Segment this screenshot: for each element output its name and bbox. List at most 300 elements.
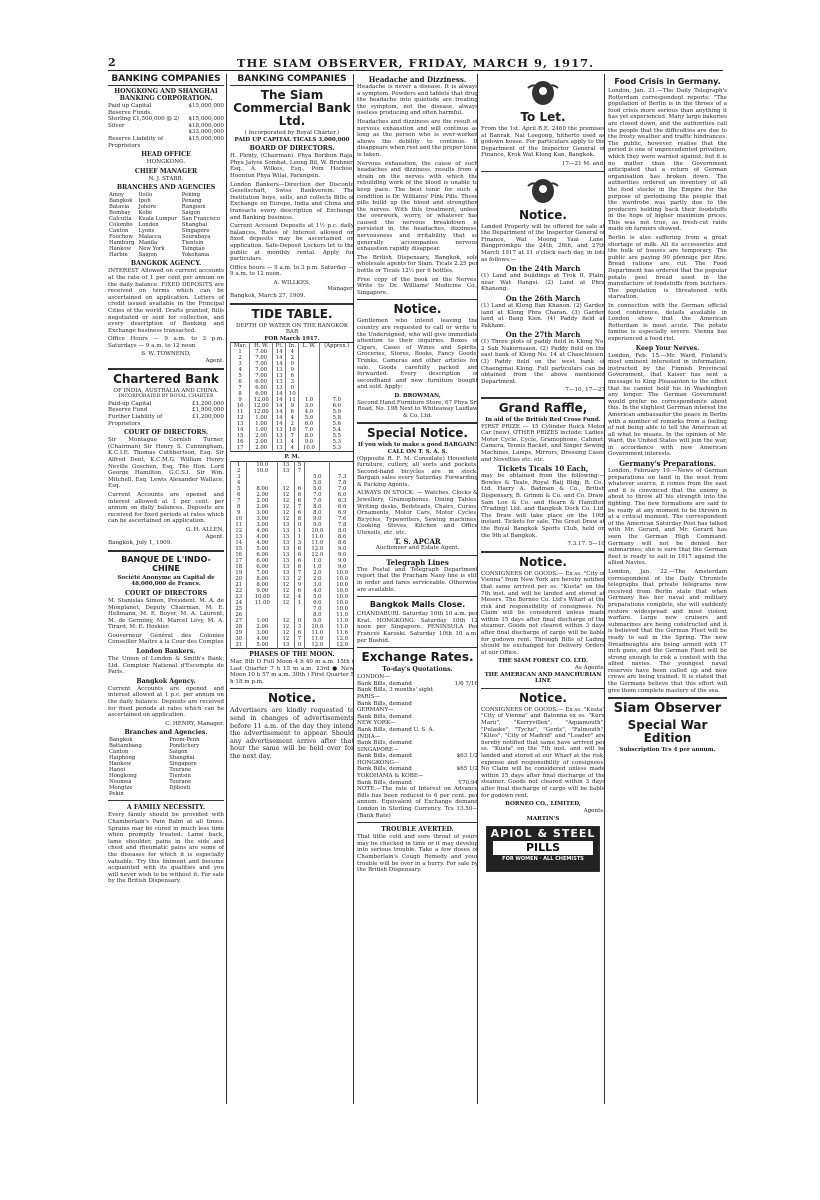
tide-row-cell: 5 [231, 486, 247, 492]
tide-row-cell: 3 [231, 474, 247, 480]
tide-row-cell: 5.3 [319, 439, 354, 445]
tide-row-cell: 25 [231, 606, 247, 612]
moon-text: Mar. 8th O Full Moon 4 h 40 m a.m. 15th ( Last Quarter 7 h 15 m a.m. 23rd ● New Moon 10 h 57 m a.m. 30th ) First Quarter 5 h 18 m p.m. [230, 659, 354, 685]
tide-row-cell: 13 [231, 421, 250, 427]
branch-row-cell: Saigon [138, 252, 158, 259]
tide-row-cell: 12.00 [250, 409, 273, 415]
branch-row-cell: Calcutta [109, 216, 132, 223]
divider [108, 368, 224, 370]
tide-row-cell: 6 [294, 558, 305, 564]
bangkok-agency-text: INTEREST Allowed on current accounts at the rate of 1 per cent per annum on the daily balance. FIXED DEPOSITS are received on terms which can be ascertained on application. Letters of credit issued available in the Principal Cities of the world. Drafts granted, Bills negotiated or sent for collection, and every description of Banking and Exchange business transacted. [108, 268, 224, 334]
tide-row-cell: 4 [286, 415, 299, 421]
tide-row-cell: 9.00 [247, 588, 278, 594]
divider [357, 822, 478, 823]
tide-row-cell: 9.0 [330, 558, 354, 564]
tide-row-cell: 6.00 [250, 391, 273, 397]
tide-row-cell: 3 [286, 379, 299, 385]
branch-row-cell: Bangkok [109, 737, 133, 744]
on-24th-heading: On the 24th March [505, 264, 581, 274]
tide-row-cell: 12 [278, 624, 294, 630]
column-4 [477, 74, 605, 1104]
branch-row-cell: Noumea [109, 779, 132, 786]
tide-row-cell: 7.0 [319, 397, 354, 403]
court-heading: COURT OF DIRECTORS. [123, 429, 209, 437]
divider [357, 555, 478, 556]
tide-row-cell: 1.00 [250, 415, 273, 421]
tide-row-cell: 9 [286, 403, 299, 409]
tide-row-cell: 12 [231, 528, 247, 534]
tide-row-cell: 4 [231, 367, 250, 373]
tide-row-cell: 22 [231, 588, 247, 594]
headache-p5: Free copy of the book on the Nerves. Write to Dr. Williams' Medicine Co., Singapore. [357, 276, 478, 296]
chartered-bank-subtitle: OF INDIA, AUSTRALIA AND CHINA. [113, 387, 219, 394]
martin-pills: PILLS [493, 841, 593, 855]
notice1-name: D. BROWMAN, [394, 392, 441, 399]
divider [357, 422, 478, 424]
office-hours: Office hours — 9 a.m. to 3 p.m. Saturday — 9 a.m. to 12 noon. [230, 264, 354, 278]
exchange-row [357, 687, 478, 694]
tolet-title: To Let. [520, 110, 566, 124]
tide-row-cell: 0 [294, 522, 305, 528]
capital-row-label: Paid-up Capital [108, 400, 152, 407]
special-notice-name: T. S. APCAR [394, 536, 441, 546]
tide-row-cell: 18 [231, 564, 247, 570]
tide-row-cell: 1 [294, 600, 305, 606]
exchange-row-label: Bank Bills, demand [357, 680, 412, 687]
germany-prep-title: Germany's Preparations. [619, 459, 716, 469]
tide-row-cell: 2 [294, 576, 305, 582]
tide-row-cell: 14 [231, 540, 247, 546]
on-24th-text: (1) Land and buildings at Trok II. Plain, near Wat Hangsi. (2) Land at Phra Khanong. [481, 273, 605, 293]
tide-row-cell: 13 [273, 385, 286, 391]
tide-row-cell: 12 [231, 415, 250, 421]
branch-row [108, 252, 224, 258]
tide-row-cell: 11.0 [305, 636, 330, 642]
tide-row-cell: 12 [278, 600, 294, 606]
special-notice-text: (Opposite R. F. M. Consulate) Household furniture, cutlery, all sorts and pockets. Second-hand bicycles are in stock. Bargain sales every Saturday. Forwarding & Packing Agents. [357, 455, 478, 488]
tide-row-cell: 10.0 [330, 600, 354, 606]
exchange-row [357, 740, 478, 747]
branch-row-cell: Hankow [109, 246, 132, 253]
tide-row-cell: 10.0 [330, 576, 354, 582]
tide-row-cell: 30 [231, 636, 247, 642]
land-notice-title: Notice. [519, 207, 567, 222]
tide-row-cell: 5.8 [319, 415, 354, 421]
divider [230, 303, 354, 305]
tide-row-cell: 8.0 [330, 528, 354, 534]
tide-row-cell: 6 [294, 486, 305, 492]
consignees-notice-title: Notice. [519, 554, 567, 569]
raffle-text: FIRST PRIZE — 15 Cylinder Buick Motor Car (new). OTHER PRIZES include: Ladies' Motor Cycle, Cycle, Gramophone, Cabinet, Camera, Tennis Racket, and Singer Sewing Machines, Lamps, Mirrors, Dressing Cases and Novelties etc. etc. [481, 423, 605, 463]
tide-row-cell: 10 [286, 427, 299, 433]
branch-row-cell: Johore [138, 204, 157, 211]
branch-row-cell: Saigon [181, 210, 201, 217]
siam-observer-ad-title: Siam Observer [613, 701, 722, 717]
tide-row-cell: 8.0 [305, 504, 330, 510]
tide-row-cell: 12.00 [250, 403, 273, 409]
tide-month: FOR March 1917. [264, 335, 320, 342]
tide-row-cell: 7 [231, 498, 247, 504]
agent-name: S. W. TOWNEND, [141, 351, 191, 358]
chartered-date: Bangkok, July 1, 1909. [108, 540, 173, 547]
borneo-notice-text: CONSIGNEES OF GOODS:— Ex ss. "Kusta" "City of Vienna" and Batonna ex ss. "Kuru Maru", "Kerryvillen", "Aquamouth", "Pulaske", "Tyche", "Gents", "Falmouth", "Kites", "City of Madrid" and "Loader" are hereby notified that same have arrived per ss. "Kusta" on the 7th inst. and will be landed and stored at our Wharf at the risk, expense and responsibility of consignees. No Claim will be considered unless made within 15 days after final discharge of the steamer. Goods not cleared within 3 days after final discharge of cargo will be liable for godown rent. [481, 706, 605, 799]
tide-row-cell: 12 [278, 636, 294, 642]
trouble-title: TROUBLE AVERTED. [381, 826, 454, 834]
tide-row-cell: 3.0 [305, 582, 330, 588]
tide-row-cell: 5.4 [319, 427, 354, 433]
consignees-notice-label: As Agents. [574, 665, 605, 672]
indochine-title: BANQUE DE L'INDO-CHINE [121, 554, 211, 573]
branch-row-cell: Shanghai [169, 755, 195, 762]
exchange-title: Exchange Rates. [361, 650, 474, 665]
divider [481, 551, 605, 553]
tide-row-cell: 9.0 [299, 439, 319, 445]
tide-row-cell: 13 [273, 427, 286, 433]
tide-row-cell: 0 [294, 618, 305, 624]
exchange-row [357, 701, 478, 708]
tide-row-cell: 12 [278, 630, 294, 636]
capital-row-label: Silver [108, 122, 125, 129]
tide-header-cell: (Approx.) [319, 343, 354, 350]
branch-row-cell: Singapore [181, 228, 210, 235]
branch-row-cell: Pondichery [169, 743, 200, 750]
siam-bank-title: The Siam Commercial Bank Ltd. [233, 88, 351, 128]
tide-header-cell: L. W. [299, 343, 319, 350]
tide-row-cell: 13 [273, 379, 286, 385]
tide-row-cell: 8.00 [247, 486, 278, 492]
tide-row-cell: 10.0 [330, 594, 354, 600]
branch-row-cell: Hanoi [109, 767, 126, 774]
tide-row-cell: 7 [294, 636, 305, 642]
tide-row-cell: 7.6 [330, 516, 354, 522]
martin-sub: FOR WOMEN · ALL CHEMISTS [502, 855, 584, 862]
branch-row-cell: Kobe [138, 210, 153, 217]
branch-row-cell: New York [138, 246, 165, 253]
manager-label: Manager. [327, 286, 354, 293]
tide-row-cell: 10 [286, 391, 299, 397]
tide-row-cell: 14 [273, 409, 286, 415]
capital-row-label: Further Liability of Proprietors [108, 414, 163, 427]
crest-icon [526, 78, 560, 108]
tide-row-cell: 6.00 [247, 564, 278, 570]
capital-row [108, 129, 224, 136]
special-notice-call: CALL ON T. S. A. S. [387, 448, 448, 455]
exchange-row-label: YOKOHAMA & KOBE— [357, 773, 424, 780]
tide-row-cell: 13 [278, 468, 294, 474]
tide-row-cell: 7 [231, 385, 250, 391]
telegraph-title: Telegraph Lines [386, 557, 449, 567]
siam-bank-capital: PAID UP CAPITAL TICALS 3,000,000 [234, 136, 350, 143]
branch-row-cell: Shanghai [181, 222, 208, 229]
tide-header-cell: Ft. [273, 343, 286, 350]
moon-heading: PHASES OF THE MOON. [249, 651, 335, 659]
page-number: 2 [108, 56, 116, 69]
siam-observer-ad-subtitle: Special War Edition [627, 718, 708, 746]
headache-p3: Nervous exhaustion, the cause of such headaches and dizziness, results from a strain on the nerves with which the rebuilding work of the blood is unable to keep pace. The best tonic for such a condition is Dr. Williams' Pink Pills. These pills build up the blood and strengthen the nerves. With this treatment, unless the overwork, worry, or whatever has caused the nervous breakdown is persisted in, the headaches, dizziness, nervousness and irritability that so generally accompanies nervous exhaustion rapidly disappear. [357, 160, 478, 253]
tide-row-cell: 8 [231, 504, 247, 510]
tide-row-cell: 17 [231, 558, 247, 564]
capital-row-label: Sterling £1,500,000 @ 2/ [108, 116, 180, 123]
tide-row-cell: 13 [278, 528, 294, 534]
tide-row-cell: 1 [294, 528, 305, 534]
tide-row-cell: 8 [231, 391, 250, 397]
exchange-row [357, 674, 478, 681]
tide-row-cell: 7.3 [330, 474, 354, 480]
tide-row-cell: 13 [278, 564, 294, 570]
tide-row-cell: 4 [231, 480, 247, 486]
tide-row-cell: 4.00 [247, 528, 278, 534]
tide-row-cell: 13 [278, 576, 294, 582]
tide-row-cell: 4.00 [247, 540, 278, 546]
tide-row-cell: 11 [231, 409, 250, 415]
tide-row-cell: 0 [286, 385, 299, 391]
tide-row-cell: 5.3 [319, 445, 354, 452]
exchange-row [357, 760, 478, 767]
tide-row-cell: 9 [294, 582, 305, 588]
tide-row-cell: 6 [294, 630, 305, 636]
tide-row-cell: 13 [278, 546, 294, 552]
exchange-row [357, 707, 478, 714]
tide-row-cell: 14 [273, 391, 286, 397]
branch-row-cell: Harbin [109, 252, 128, 259]
divider [608, 697, 727, 699]
london-text: London Bankers—Direction der Disconto Gesellschaft, Swiss Bankverein. The Institution buys, sells, and collects Bills of Exchange on Europe, India and China and transacts every description of Exchange and Banking business. [230, 181, 354, 221]
tide-row-cell: 4.00 [247, 636, 278, 642]
tide-row-cell: 2.00 [247, 504, 278, 510]
consignees-notice-line: THE AMERICAN AND MANCHURIAN LINE [484, 671, 602, 685]
tide-row-cell: 2 [286, 355, 299, 361]
divider [481, 688, 605, 689]
branch-row-cell: Canton [109, 749, 129, 756]
tide-header-cell: Mar. [231, 343, 250, 350]
exchange-row-value: 1/6 7/16 [454, 680, 478, 687]
tide-row-cell: 17 [231, 445, 250, 452]
tide-row-cell: 5.00 [247, 546, 278, 552]
tide-row-cell: 1.00 [250, 427, 273, 433]
martin-product: APIOL & STEEL [490, 826, 596, 840]
branch-row-cell: Tourane [169, 779, 192, 786]
london-bankers-text: The Union of London & Smith's Bank, Ltd. Comptoir National d'Escompte de Paris. [108, 656, 224, 676]
tide-row-cell: 11.0 [330, 612, 354, 618]
tide-row-cell: 6.0 [319, 403, 354, 409]
branch-row-cell: Tientsin [181, 240, 204, 247]
exchange-row-label: PARIS— [357, 693, 381, 700]
tide-row-cell: 10 [231, 403, 250, 409]
tide-row-cell: 5.6 [319, 421, 354, 427]
tide-row-cell: 8.6 [330, 540, 354, 546]
tide-row-cell: 5.0 [299, 415, 319, 421]
tide-row-cell: 11.6 [330, 630, 354, 636]
tide-row-cell: 4 [286, 445, 299, 452]
capital-row-value: $15,000,000 [188, 116, 224, 123]
divider [481, 171, 605, 172]
keep-nerves-title: Keep Your Nerves. [635, 344, 700, 352]
branch-row-cell: Yokohama [181, 252, 210, 259]
tide-row-cell: 12 [278, 588, 294, 594]
headache-p2: Headaches and dizziness are the result of nervous exhaustion and will continue as long as the person who is over-worked allows the debility to continue. It disappears when rest and the proper tonic is taken. [357, 118, 478, 158]
on-27th-heading: On the 27th March [505, 330, 581, 340]
tide-row-cell: 6 [294, 588, 305, 594]
capital-row [108, 401, 224, 408]
tide-row-cell: 3 [294, 624, 305, 630]
tide-row-cell: 28 [231, 624, 247, 630]
tide-row-cell: 2.00 [247, 624, 278, 630]
family-title: A FAMILY NECESSITY. [126, 804, 206, 812]
tide-row-cell: 13 [231, 534, 247, 540]
capital-row-label: Reserve Funds. [108, 109, 152, 116]
branch-row-cell: Pekin [109, 791, 124, 798]
notice1-title: Notice. [393, 302, 442, 317]
capital-row-label: Reserve Fund [108, 407, 148, 414]
tide-row-cell: 15 [231, 546, 247, 552]
mails-text: CHANDABURI. Saturday 10th 10 a.m. per Krat. HONGKONG. Saturday 10th 12 noon per Singapore. PENINSULA Per Frances Karoski. Saturday 10th 10 a.m. per Bushid. [357, 611, 478, 644]
tide-row-cell: 12 [278, 516, 294, 522]
tide-row-cell: 7.0 [305, 492, 330, 498]
notice1-text: Gentlemen who intend leaving the country are requested to call or write to the Undersigned, who will give immediate attention to their inquiries. Boxes of Cigars, Cases of Wines and Spirits, Groceries, Stores, Books, Fancy Goods, Trunks, Cameras and other articles for sale. Goods carefully packed and forwarded. Every description of secondhand and new furniture bought and sold. Apply: [357, 318, 478, 391]
trouble-text: That little cold and sore throat of yours may be checked in time or it may develop into serious trouble. Take a few doses of Chamberlain's Cough Remedy and your trouble will be over in a hurry. For sale by the British Dispensary. [357, 834, 478, 874]
capital-row-value: $15,000,000 [188, 103, 224, 109]
exchange-row [357, 734, 478, 741]
tide-row-cell: 2.00 [250, 445, 273, 452]
martin-pills-ad [486, 826, 600, 872]
tide-row-cell: 1.0 [305, 558, 330, 564]
exchange-row [357, 753, 478, 760]
indochine-note: Gouverneur Général des Colonies Conseiller Maître à la Cour des Comptes [108, 632, 224, 646]
tide-row-cell: 21 [231, 582, 247, 588]
bangkok-agency2-heading: Bangkok Agency. [136, 677, 196, 685]
divider [108, 800, 224, 801]
exchange-row [357, 681, 478, 688]
branch-row-cell: Rangoon [181, 204, 206, 211]
branch-row [108, 791, 224, 797]
tide-row-cell: 7.00 [250, 373, 273, 379]
tide-row-cell: 7.00 [247, 570, 278, 576]
borneo-notice-label: Agents. [583, 807, 605, 814]
branch-row-cell: Ipoh [138, 198, 151, 205]
tide-row-cell: 3.0 [299, 403, 319, 409]
headache-p1: Headache is never a disease. It is always a symptom. Powders and tablets that drug the headache into quietude are treating the symptom, not the disease, always useless producing and often harmful. [357, 84, 478, 117]
tide-row-cell: 31 [231, 642, 247, 649]
tide-row-cell: 13 [278, 642, 294, 649]
tide-header-cell: In. [286, 343, 299, 350]
exchange-row-value: $65 1/2 [456, 766, 478, 773]
tide-row-cell: 6 [231, 492, 247, 498]
tide-row-cell: 6 [294, 498, 305, 504]
advertiser-notice-text: Advertisers are kindly requested to send in changes of advertisements before 11 a.m. of the day they intend the advertisement to appear. Should any advertisement arrive after that hour the same will be held over for the next day. [230, 706, 354, 760]
tide-row-cell: 2.0 [305, 570, 330, 576]
tide-row-cell: 13 [273, 373, 286, 379]
food-crisis-title: Food Crisis in Germany. [614, 77, 721, 86]
capital-row [108, 123, 224, 130]
tide-row-cell: 11.0 [305, 534, 330, 540]
tide-row-cell: 27 [231, 618, 247, 624]
branch-row-cell: Haiphong [109, 755, 136, 762]
capital-row [108, 407, 224, 414]
tide-row-cell: 9.0 [330, 564, 354, 570]
tide-row-cell: 7.8 [330, 480, 354, 486]
tide-row-cell: 5 [231, 373, 250, 379]
branches-table [108, 192, 224, 258]
keep-nerves-text: London, Feb. 15.—Mr. Ward, Finland's most eminent interested in information, instructed by the Finnish Provincial Government, that Kaiser has sent a message to King Pleasanton to the effect that he cannot hold his in Washington any longer. The German Government would prefer no correspondence about this. In the slightest Gerrman interest the American ambassador the peace in Berlin with a number of remarks from a feeling of not being able to tell the American at all what he means. In the opinion of Mr. Ward, the United States will join the war, in accordance with new American Government interests. [608, 352, 727, 458]
branch-row-cell: Batavia [109, 204, 130, 211]
tide-row-cell: 14 [273, 421, 286, 427]
land-notice-text: Landed Property will be offered for sale at the Department of the Inspector General of Finance, Wat Moong Yaai Lane, Bangpromkpu the 24th, 26th, and 27th March 1917 at 11 o'clock each day, in lots as follows:— [481, 223, 605, 263]
on-27th-text: (1) Three plots of paddy field in Klong No. 2 Sub Nakornsaen. (2) Paddy field on the east bank of Klong No. 14 at Chaschisuen. (3) Paddy field on the west bank of Chaengmai Klong. Full particulars can be obtained from the above mentioned Department. [481, 339, 605, 385]
branch-row-cell: Saigon [169, 749, 188, 756]
tide-row-cell: 13 [273, 445, 286, 452]
board-text: H. Plenty, (Chairman). Phya Boribun Raja, Phya Jaiyos Sombat, Leong Bil, W. Bruhner, Esq., A. Wilkes, Esq., Pom Hochoo, Hoontun Phya Wilai, Parangsin. [230, 153, 354, 179]
tide-row-cell: 10 [231, 516, 247, 522]
chartered-capital-list [108, 401, 224, 427]
tide-row-cell: 7.00 [250, 367, 273, 373]
tide-row-cell: 7 [294, 468, 305, 474]
tide-row-cell: 10.00 [247, 594, 278, 600]
branch-row-cell: Djibouti [169, 785, 191, 792]
on-26th-heading: On the 26th March [505, 293, 581, 303]
tide-row-cell: 14 [273, 361, 286, 367]
tide-row-cell: 29 [231, 630, 247, 636]
germany-prep-p2: London, Jan. 22.—The Amsterdam correspondent of the Daily Chronicle telegraphs that private telegrams now received from Berlin state that when Germany has her naval and military preparations complete, she will suddenly restore widespread and most violent warfare. Large new cruisers and submarines are being constructed and it is believed that the German Fleet will be ready to sail in the Spring. The new Dreadnoughts are being armed with 17 inch guns, and the German Fleet will be strong enough to risk a contest with the allied navies. The youngest naval reserves have been called up and new crews are being trained. It is stated that the Germans believe that this effort will give them complete mastery of the sea. [608, 568, 727, 694]
tide-row-cell: 11.0 [305, 630, 330, 636]
branch-row-cell: London [138, 222, 159, 229]
tide-row-cell: 1.0 [305, 564, 330, 570]
office-hours: Office Hours — 9 a.m. to 3 p.m. Saturdays — 9 a.m. to 12 noon [108, 336, 224, 349]
indochine-subtitle: Société Anonyme au Capital de 48,000,000 de Francs. [117, 574, 215, 588]
capital-row-value: $33,000,000 [188, 129, 224, 136]
notice1-address: Second Hand Furniture Store, 67 Phya Sri Road, No. 198 Next to Whiteaway Laidlaw & Co. Ltd. [357, 399, 478, 419]
divider [108, 550, 224, 552]
tide-row-cell: 6.00 [250, 379, 273, 385]
tide-row-cell: 9 [231, 510, 247, 516]
exchange-row-label: GERMANY— [357, 707, 394, 714]
exchange-row-value: Y70.94 [458, 779, 478, 786]
exchange-subtitle: To-day's Quotations. [382, 666, 453, 674]
branch-row-cell: Tourane [169, 767, 192, 774]
tide-table-pm [230, 461, 354, 649]
telegraph-text: The Postal and Telegraph Department report that the Pracham Nauy line is still in order and fares serviceable. Otherwise are available. [357, 566, 478, 593]
tide-row-cell: 2 [231, 468, 247, 474]
capital-row [108, 136, 224, 149]
tide-row-cell: 13 [278, 570, 294, 576]
tolet-text: From the 1st. April B.E. 2460 the premises at Banrak, Nai Loegong, hitherto used as godown house. For particulars apply to the Department of the Inspector General of Finance, Krok Wat Klong Kan, Bangkok. [481, 126, 605, 159]
tide-row-cell: 6.6 [330, 504, 354, 510]
tide-row-cell: 6.3 [330, 498, 354, 504]
exchange-row-label: LONDON— [357, 674, 390, 681]
tide-row-cell: 5.00 [247, 642, 278, 649]
tide-row-cell: 1 [231, 462, 247, 469]
tide-row-cell: 6 [286, 373, 299, 379]
special-notice-stock: ALWAYS IN STOCK: — Watches, Clocks & Jewellery, Gramophones, Dining Tables, Writing desks, Bedsteads, Chairs, Curios, Ornaments, Motor Cars, Motor Cycles, Bicycles, Typewriters, Sewing machines, Cooking Stoves, Kitchen and Office Utensils, etc. etc. [357, 490, 478, 537]
branch-row-cell: Kuala Lumpur [138, 216, 177, 223]
special-notice-label: Auctioneer and Estate Agent. [375, 545, 460, 552]
tide-row-cell: 11 [286, 397, 299, 403]
exchange-row-label: Bank Bills, 3 months' sight [357, 687, 433, 694]
chartered-text: Current Accounts are opened and interest allowed at 1 per cent. per annum on daily balances. Deposits are received for fixed periods at rates which can be ascertained on application. [108, 491, 224, 525]
capital-row-value: £1,200,000 [191, 400, 224, 407]
court-text: Sir Montague Cornish Turner, (Chairman) Sir Henry S. Cunningham, K.C.I.E. Thomas Cuthbertson, Esq. Sir Alfred Dent, K.C.M.G. William Henry Neville Goschen, Esq. The Hon. Lord George Hamilton, G.C.S.I. Sir Wm. Mitchell, Esq. Lewis Alexander Wallace, Esq. [108, 437, 224, 490]
tide-row-cell: 3.00 [247, 630, 278, 636]
tide-row-cell: 5.9 [319, 409, 354, 415]
tide-row-cell: 4.0 [305, 588, 330, 594]
food-crisis-p1: London, Jan. 21.—The Daily Telegraph's Rotterdam correspondent reports: "The population of Berlin is in the throes of a food crisis more serious than anything it has yet experienced. Many large bakeries are closed down, and the authorities call the people that the difficulties are due to the frosty weather and traffic hindrances. The public, however, realise that the period is one of unprecedented privation, which they were warned against, but it is no matter than the Government anticipated that a return of German organisation has broken down. The authorities ordered an inventory of all the food stocks in the Empire for the purpose of periodising the people that the wardrobe was partly due to the producers holding back their foodstuffs in the hope of higher maximum prices. This was not true, as fresh-cut raids made on farmers showed. [608, 88, 727, 233]
tide-row-cell: 6.0 [330, 492, 354, 498]
tide-row-cell: 9.0 [305, 522, 330, 528]
agent-label: Agent. [205, 358, 224, 365]
hsbc-capital-list [108, 103, 224, 149]
tide-row-cell: 1.0 [299, 397, 319, 403]
tide-row-cell: 8.00 [247, 582, 278, 588]
capital-row [108, 414, 224, 427]
